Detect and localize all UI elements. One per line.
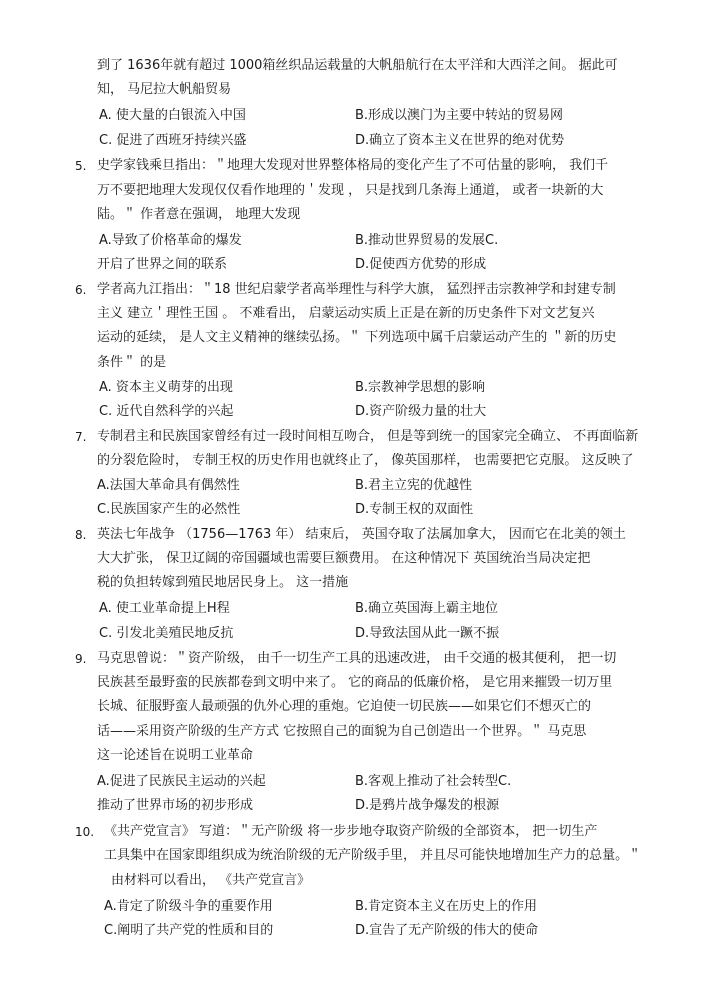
q7-option-b: B.君主立宪的优越性 (355, 478, 473, 493)
q9-option-d: D.是鸦片战争爆发的根源 (355, 798, 500, 813)
q10-line-3: 由材料可以看出， 《共产党宣言》 (111, 873, 311, 888)
q8-line-1: 英法七年战争 （1756—1763 年） 结束后， 英国夺取了法属加拿大， 因而它在北美的领土 (97, 527, 626, 542)
q6-option-a: A. 资本主义萌芽的出现 (99, 380, 233, 395)
q4-option-d: D.确立了资本主义在世界的绝对优势 (355, 133, 565, 148)
q5-line-1: 史学家钱乘旦指出：＂地理大发现对世界整体格局的变化产生了不可估量的影响， 我们千 (97, 158, 609, 173)
q9-line-2: 民族甚至最野蛮的民族都卷到文明中来了。 它的商品的低廉价格， 是它用来摧毁一切万里 (97, 675, 613, 690)
q4-option-a: A. 使大量的白银流入中国 (99, 108, 246, 123)
q6-option-d: D.资产阶级力量的壮大 (355, 404, 487, 419)
q7-option-c: C.民族国家产生的必然性 (97, 502, 241, 517)
q8-option-b: B.确立英国海上霸主地位 (355, 601, 499, 616)
q6-line-4: 条件＂ 的是 (97, 355, 167, 370)
q6-number: 6. (75, 283, 87, 297)
q9-line-5: 这一论述旨在说明工业革命 (97, 748, 254, 763)
q5-line-3: 陆。＂ 作者意在强调， 地理大发现 (97, 207, 301, 222)
q10-option-a: A.肯定了阶级斗争的重要作用 (104, 899, 273, 914)
q6-option-b: B.宗教神学思想的影响 (355, 380, 486, 395)
q6-line-3: 运动的延续， 是人文主义精神的继续弘扬。＂ 下列选项中属千启蒙运动产生的 ＂新的历史 (97, 330, 617, 345)
q7-line-1: 专制君主和民族国家曾经有过一段时间相互吻合， 但是等到统一的国家完全确立、 不再面临新 (97, 429, 639, 444)
q7-number: 7. (75, 430, 87, 444)
q8-option-c: C. 引发北美殖民地反抗 (99, 626, 234, 641)
q5-line-2: 万不要把地理大发现仅仅看作地理的＇发现 ， 只是找到几条海上通道， 或者一块新的大 (97, 183, 604, 198)
q4-line-2: 知， 马尼拉大帆船贸易 (97, 82, 232, 97)
q10-option-b: B.肯定资本主义在历史上的作用 (355, 899, 538, 914)
q5-option-a: A.导致了价格革命的爆发 (99, 233, 242, 248)
q10-number: 10. (75, 825, 95, 839)
q9-option-a: A.促进了民族民主运动的兴起 (97, 774, 266, 789)
q8-option-a: A. 使工业革命提上H程 (99, 601, 230, 616)
q10-line-1: 《共产党宣言》 写道：＂无产阶级 将一步步地夺取资产阶级的全部资本， 把一切生产 (104, 824, 598, 839)
q5-option-b: B.推动世界贸易的发展C. (355, 233, 499, 248)
q9-line-3: 长城、征服野蛮人最顽强的仇外心理的重炮。它迫使一切民族——如果它们不想灭亡的 (97, 699, 592, 714)
q8-line-3: 税的负担转嫁到殖民地居民身上。 这一措施 (97, 575, 349, 590)
q9-line-4: 话——采用资产阶级的生产方式 它按照自己的面貌为自己创造出一个世界。＂ 马克思 (97, 724, 587, 739)
q8-number: 8. (75, 528, 87, 542)
q7-option-a: A.法国大革命具有偶然性 (97, 478, 240, 493)
q9-option-c: 推动了世界市场的初步形成 (97, 798, 254, 813)
q8-option-d: D.导致法国从此一蹶不振 (355, 626, 500, 641)
q6-line-2: 主义 建立＇理性王国 。 不难看出， 启蒙运动实质上正是在新的历史条件下对文艺复兴 (97, 306, 595, 321)
q4-option-c: C. 促进了西班牙持续兴盛 (99, 133, 247, 148)
q9-option-b: B.客观上推动了社会转型C. (355, 774, 512, 789)
q7-line-2: 的分裂危险时， 专制王权的历史作用也就终止了， 像英国那样， 也需要把它克服。 这反映了 (97, 453, 634, 468)
q9-number: 9. (75, 652, 87, 666)
q10-option-d: D.宣告了无产阶级的伟大的使命 (355, 923, 539, 938)
q5-option-d: D.促使西方优势的形成 (355, 257, 487, 272)
q8-line-2: 大大扩张， 保卫辽阔的帝国疆域也需要巨额费用。 在这种情况下 英国统治当局决定把 (97, 551, 591, 566)
q10-option-c: C.阐明了共产党的性质和目的 (104, 923, 274, 938)
q9-line-1: 马克思曾说：＂资产阶级， 由千一切生产工具的迅速改进， 由千交通的极其便利， 把一切 (97, 651, 617, 666)
q6-line-1: 学者高九江指出：＂18 世纪启蒙学者高举理性与科学大旗， 猛烈抨击宗教神学和封建专制 (97, 282, 616, 297)
q4-line-1: 到了 1636年就有超过 1000箱丝织品运载量的大帆船航行在太平洋和大西洋之间。 据此可 (97, 58, 618, 73)
q5-option-c: 开启了世界之间的联系 (97, 257, 228, 272)
q10-line-2: 工具集中在国家即组织成为统治阶级的无产阶级手里， 并且尽可能快地增加生产力的总量。＂ (104, 848, 642, 863)
q7-option-d: D.专制王权的双面性 (355, 502, 474, 517)
q4-option-b: B.形成以澳门为主要中转站的贸易网 (355, 108, 564, 123)
q6-option-c: C. 近代自然科学的兴起 (99, 404, 234, 419)
q5-number: 5. (75, 159, 87, 173)
